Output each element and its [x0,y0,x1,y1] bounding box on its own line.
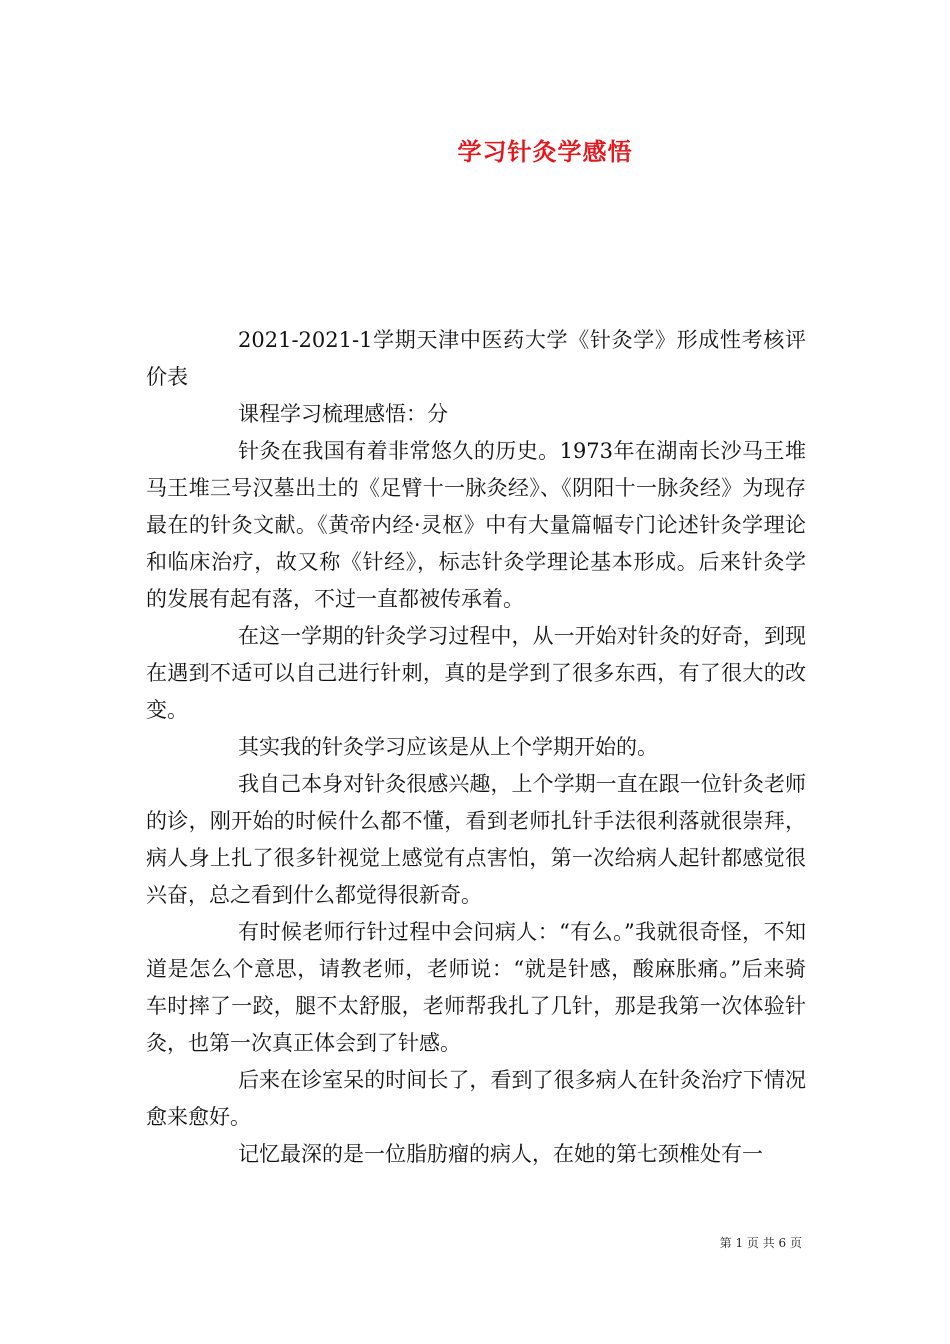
paragraph-7: 有时候老师行针过程中会问病人：“有么。”我就很奇怪，不知道是怎么个意思，请教老师，老师说：“就是针感，酸麻胀痛。”后来骑车时摔了一跤，腿不太舒服，老师帮我扎了几针，那是我第一次体验针灸，也第一次真正体会到了针感。 [146,920,806,1055]
paragraph-1: 2021-2021-1学期天津中医药大学《针灸学》形成性考核评价表 [146,328,806,389]
paragraph-8: 后来在诊室呆的时间长了，看到了很多病人在针灸治疗下情况愈来愈好。 [146,1068,806,1129]
page-number-footer: 第 1 页 共 6 页 [719,1236,802,1250]
paragraph-9: 记忆最深的是一位脂肪瘤的病人，在她的第七颈椎处有一 [238,1142,763,1166]
document-body [146,322,806,1173]
paragraph-2: 课程学习梳理感悟：分 [238,402,448,426]
paragraph-5: 其实我的针灸学习应该是从上个学期开始的。 [238,735,658,759]
paragraph-3: 针灸在我国有着非常悠久的历史。1973年在湖南长沙马王堆马王堆三号汉墓出土的《足臂十一脉灸经》、《阴阳十一脉灸经》为现存最在的针灸文献。《黄帝内经·灵枢》中有大量篇幅专门论述针灸学理论和临床治疗，故又称《针经》，标志针灸学理论基本形成。后来针灸学的发展有起有落，不过一直都被传承着。 [146,439,806,611]
paragraph-6: 我自己本身对针灸很感兴趣，上个学期一直在跟一位针灸老师的诊，刚开始的时候什么都不懂，看到老师扎针手法很利落就很崇拜，病人身上扎了很多针视觉上感觉有点害怕，第一次给病人起针都感觉很兴奋，总之看到什么都觉得很新奇。 [146,772,806,907]
document-title: 学习针灸学感悟 [457,138,633,166]
paragraph-4: 在这一学期的针灸学习过程中，从一开始对针灸的好奇，到现在遇到不适可以自己进行针刺，真的是学到了很多东西，有了很大的改变。 [146,624,806,722]
